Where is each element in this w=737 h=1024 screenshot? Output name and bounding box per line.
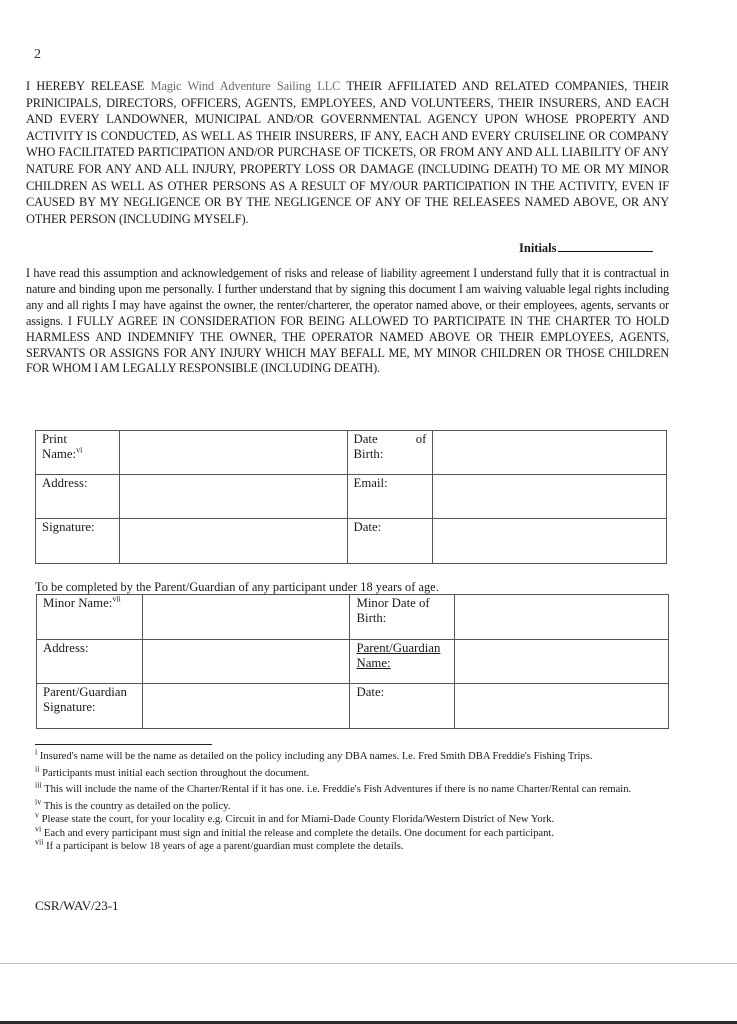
participant-details-table bbox=[35, 430, 667, 564]
table-row bbox=[36, 431, 667, 475]
minor-address-label: Address: bbox=[37, 640, 143, 684]
release-prefix: I HEREBY RELEASE bbox=[26, 79, 145, 93]
email-label: Email: bbox=[347, 475, 433, 519]
label-text: Minor Name: bbox=[43, 596, 113, 610]
minor-address-input[interactable] bbox=[142, 640, 350, 684]
label-line: Birth: bbox=[356, 611, 387, 625]
page-number: 2 bbox=[34, 47, 41, 62]
footnotes bbox=[35, 747, 655, 854]
print-name-input[interactable] bbox=[119, 431, 347, 475]
table-row bbox=[37, 595, 669, 640]
signature-input[interactable] bbox=[119, 519, 347, 564]
footnote-divider bbox=[35, 744, 212, 745]
footnote-text: If a participant is below 18 years of age a parent/guardian must complete the details. bbox=[46, 841, 404, 852]
footnote-item bbox=[35, 747, 655, 764]
footnote-ref: vii bbox=[112, 594, 121, 604]
minor-date-input[interactable] bbox=[455, 684, 669, 729]
dob-label bbox=[347, 431, 433, 475]
label-line: Name: bbox=[356, 656, 391, 670]
address-label: Address: bbox=[36, 475, 120, 519]
initials-label: Initials bbox=[519, 241, 557, 255]
label-line: Print bbox=[42, 432, 67, 446]
table-row bbox=[36, 519, 667, 564]
footnote-mark: iv bbox=[35, 796, 42, 806]
footnote-mark: iii bbox=[35, 780, 42, 790]
footnote-item bbox=[35, 823, 655, 841]
label-line bbox=[42, 447, 113, 462]
label-line: Minor Date of bbox=[356, 596, 430, 610]
footnote-ref: vi bbox=[76, 445, 83, 455]
footnote-text: Each and every participant must sign and initial the release and complete the details. One document for each participant. bbox=[43, 827, 554, 839]
table-row bbox=[36, 475, 667, 519]
label-line bbox=[354, 432, 427, 447]
footnote-mark: v bbox=[35, 810, 39, 820]
initials-line-input[interactable] bbox=[558, 240, 653, 252]
table-row bbox=[37, 640, 669, 684]
guardian-signature-label bbox=[37, 684, 143, 729]
footnote-mark: i bbox=[35, 747, 38, 757]
release-paragraph bbox=[26, 78, 669, 227]
scan-artifact-line bbox=[0, 963, 737, 964]
footnote-text: This will include the name of the Charter/Rental if it has one. i.e. Freddie's Fish Adventures if there is no name Charter/Rental can remain. bbox=[44, 784, 632, 795]
release-body: THEIR AFFILIATED AND RELATED COMPANIES, THEIR PRINICIPALS, DIRECTORS, OFFICERS, AGENTS, EMPLOYEES, AND VOLUNTEERS, THEIR INSURERS, AND EACH AND EVERY LANDOWNER, MUNICIPAL AND/OR GOVERNMENTAL AGENCY UPON WHOSE PROPERTY AND ACTIVITY IS CONDUCTED, AS WELL AS THEIR INSURERS, IF ANY, EACH AND EVERY CRUISELINE OR COMPANY WHO FACILITATED PARTICIPATION AND/OR PURCHASE OF TICKETS, OR FROM ANY AND ALL LIABILITY OF ANY NATURE FOR ANY AND ALL INJURY, PROPERTY LOSS OR DAMAGE (INCLUDING DEATH) TO ME OR MY MINOR CHILDREN AS WELL AS OTHER PERSONS AS A RESULT OF MY/OUR PARTICIPATION IN THE ACTIVITY, EVEN IF CAUSED BY MY NEGLIGENCE OR BY THE NEGLIGENCE OF ANY OF THE RELEASEES NAMED ABOVE, OR ANY OTHER PERSON (INCLUDING MYSELF). bbox=[26, 79, 669, 226]
footnote-text: Insured's name will be the name as detailed on the policy including any DBA names. I.e. Fred Smith DBA Freddie's Fishing Trips. bbox=[39, 751, 593, 762]
footnote-item bbox=[35, 810, 655, 827]
document-reference: CSR/WAV/23-1 bbox=[35, 898, 119, 913]
dob-input[interactable] bbox=[433, 431, 667, 475]
label-line: Parent/Guardian bbox=[356, 641, 441, 655]
minor-dob-input[interactable] bbox=[455, 595, 669, 640]
footnote-item bbox=[35, 796, 655, 814]
footnote-mark: vii bbox=[35, 837, 44, 847]
signature-label: Signature: bbox=[36, 519, 120, 564]
minor-date-label: Date: bbox=[350, 684, 455, 729]
date-input[interactable] bbox=[433, 519, 667, 564]
date-label: Date: bbox=[347, 519, 433, 564]
label-text: Date bbox=[353, 432, 378, 446]
label-line: Signature: bbox=[43, 700, 96, 714]
minor-details-table bbox=[36, 594, 669, 729]
address-input[interactable] bbox=[119, 475, 347, 519]
label-text: Name: bbox=[42, 447, 77, 461]
label-line: Parent/Guardian bbox=[43, 685, 127, 699]
company-name: Magic Wind Adventure Sailing LLC bbox=[150, 79, 341, 93]
label-line: Birth: bbox=[353, 447, 384, 461]
table-row bbox=[37, 684, 669, 729]
minor-dob-label bbox=[350, 595, 455, 640]
print-name-label bbox=[36, 431, 120, 475]
minor-name-input[interactable] bbox=[142, 595, 350, 640]
footnote-mark: vi bbox=[35, 823, 42, 833]
footnote-text: This is the country as detailed on the policy. bbox=[43, 800, 231, 812]
footnote-item bbox=[35, 780, 655, 797]
label-text: of bbox=[415, 432, 427, 446]
footnote-text: Participants must initial each section throughout the document. bbox=[42, 767, 310, 779]
guardian-name-label bbox=[350, 640, 455, 684]
footnote-mark: ii bbox=[35, 763, 40, 773]
minor-name-label bbox=[37, 595, 143, 640]
guardian-name-input[interactable] bbox=[455, 640, 669, 684]
footnote-text: Please state the court, for your locality e.g. Circuit in and for Miami-Dade County Florida/Western District of New York. bbox=[41, 814, 555, 825]
initials-field bbox=[519, 240, 653, 256]
footnote-item bbox=[35, 763, 655, 781]
footnote-item bbox=[35, 837, 655, 854]
acknowledgement-paragraph: I have read this assumption and acknowledgement of risks and release of liability agreement I understand fully that it is contractual in nature and binding upon me personally. I further understand that by signing this document I am waiving valuable legal rights including any and all rights I may have against the owner, the renter/charterer, the operator named above, or their employees, agents, servants or assigns. I FULLY AGREE IN CONSIDERATION FOR BEING ALLOWED TO PARTICIPATE IN THE CHARTER TO HOLD HARMLESS AND INDEMNIFY THE OWNER, THE OPERATOR NAMED ABOVE OR THEIR EMPLOYEES, AGENTS, SERVANTS OR ASSIGNS FOR ANY INJURY WHICH MAY BEFALL ME, MY MINOR CHILDREN OR THOSE CHILDREN FOR WHOM I AM LEGALLY RESPONSIBLE (INCLUDING DEATH). bbox=[26, 266, 669, 376]
email-input[interactable] bbox=[433, 475, 667, 519]
minor-section-caption: To be completed by the Parent/Guardian of any participant under 18 years of age. bbox=[35, 580, 439, 594]
guardian-signature-input[interactable] bbox=[142, 684, 350, 729]
